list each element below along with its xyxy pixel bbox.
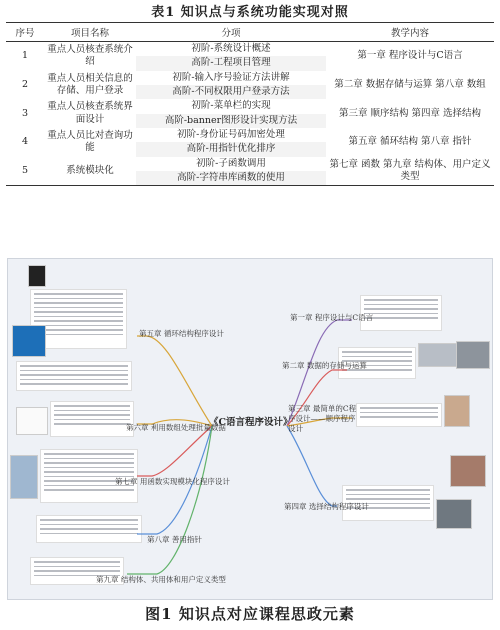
- cell-no: 4: [21, 136, 29, 148]
- table-row: [6, 42, 494, 57]
- cell-content: 第二章 数据存储与运算 第八章 数组: [334, 78, 486, 90]
- cell-sub: 初阶-菜单栏的实现: [191, 100, 271, 112]
- cell-no: 5: [6, 157, 44, 186]
- table-header-row: [6, 23, 494, 42]
- cell-name: 重点人员核查系统界面设计: [47, 101, 133, 125]
- branch-label: 第二章 数据的存储与运算: [282, 361, 367, 370]
- cell-name: 重点人员核查系统介绍: [47, 44, 133, 68]
- cell-sub: 高阶-工程项目管理: [136, 56, 326, 70]
- cell-no: 2: [21, 78, 29, 90]
- col-content: 教学内容: [326, 23, 494, 42]
- branch-label: 第一章 程序设计与C语言: [290, 313, 374, 322]
- cell-content: 第一章 程序设计与C语言: [357, 50, 463, 62]
- col-sub: 分项: [136, 23, 326, 42]
- table-caption: 表1 知识点与系统功能实现对照: [151, 5, 349, 20]
- figure-caption: 图1 知识点对应课程思政元素: [145, 605, 355, 623]
- mindmap-branches: [7, 258, 491, 598]
- cell-name: 重点人员相关信息的存储、用户登录: [47, 72, 133, 97]
- cell-content: 第七章 函数 第九章 结构体、用户定义类型: [326, 157, 494, 186]
- branch-line: [127, 426, 212, 574]
- cell-no: 3: [21, 107, 29, 119]
- col-no: 序号: [6, 23, 44, 42]
- cell-sub: 高阶-不同权限用户登录方法: [136, 85, 326, 99]
- cell-no: 1: [21, 50, 29, 62]
- cell-sub: 高阶-字符串库函数的使用: [136, 171, 326, 186]
- mindmap-center: 《C语言程序设计》: [209, 417, 293, 428]
- table-row: [6, 157, 494, 171]
- col-name: 项目名称: [44, 23, 136, 42]
- table-row: [6, 128, 494, 142]
- cell-sub: 初阶-系统设计概述: [191, 43, 271, 54]
- cell-sub: 初阶-输入序号验证方法讲解: [172, 71, 290, 83]
- cell-sub: 初阶-子函数调用: [196, 157, 266, 169]
- cell-name: 重点人员比对查询功能: [47, 130, 133, 154]
- branch-label: 第三章 最简单的C程序设计——顺序程序设计: [288, 404, 357, 433]
- table-row: [6, 99, 494, 113]
- branch-line: [137, 336, 212, 426]
- branch-label: 第四章 选择结构程序设计: [284, 502, 369, 511]
- cell-sub: 高阶-banner图形设计实现方法: [136, 114, 326, 128]
- cell-sub: 初阶-身份证号码加密处理: [177, 129, 285, 141]
- branch-label: 第八章 善用指针: [147, 535, 202, 544]
- cell-sub: 高阶-用指针优化排序: [136, 142, 326, 156]
- cell-content: 第五章 循环结构 第八章 指针: [348, 136, 472, 148]
- knowledge-table: [6, 22, 494, 186]
- branch-label: 第五章 循环结构程序设计: [139, 329, 224, 338]
- branch-line: [287, 426, 337, 506]
- table-row: [6, 71, 494, 85]
- branch-label: 第六章 利用数组处理批量数据: [126, 423, 226, 432]
- branch-line: [137, 426, 212, 476]
- branch-label: 第九章 结构体、共用体和用户定义类型: [96, 575, 226, 584]
- cell-content: 第三章 顺序结构 第四章 选择结构: [338, 107, 482, 119]
- branch-label: 第七章 用函数实现模块化程序设计: [115, 477, 230, 486]
- cell-name: 系统模块化: [44, 157, 136, 186]
